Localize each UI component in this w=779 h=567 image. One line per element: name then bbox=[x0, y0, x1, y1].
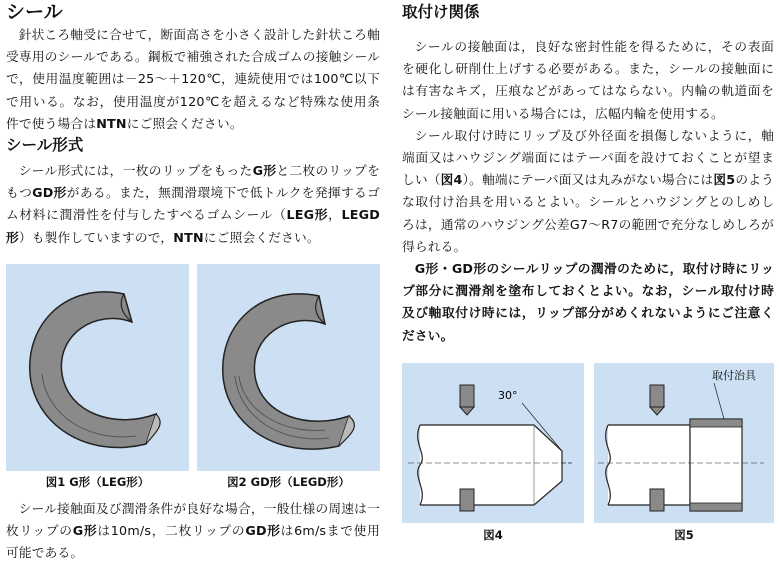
figure-4-taper bbox=[402, 363, 584, 542]
figure-5-caption: 図5 bbox=[674, 528, 694, 542]
figure-2-gd-seal bbox=[197, 264, 380, 489]
left-bottom-text bbox=[6, 498, 380, 565]
mounting-paragraph-2: シール取付け時にリップ及び外径面を損傷しないように，軸端面又はハウジング端面にはテーパ面を設けておくことが望ましい（図4）。軸端にテーパ面又は丸みがない場合には図5のような取付け治具を用いるとよい。シールとハウジングとのしめしろは，通常のハウジング公差G7～R7の範囲で充分なしめしろが得られる。 bbox=[402, 127, 774, 254]
taper-shaft-diagram bbox=[402, 363, 584, 523]
jig-label: 取付治具 bbox=[712, 369, 756, 382]
g-seal-illustration bbox=[6, 264, 189, 471]
figure-1-caption: 図1 G形（LEG形） bbox=[45, 475, 150, 489]
figure-1-g-seal bbox=[6, 264, 189, 489]
taper-angle-label: 30° bbox=[498, 389, 518, 402]
right-figure-row bbox=[402, 363, 774, 542]
figure-5-jig bbox=[594, 363, 774, 542]
mounting-jig-diagram bbox=[594, 363, 774, 523]
mounting-paragraph-1: シールの接触面は，良好な密封性能を得るために，その表面を硬化し研削仕上げする必要がある。また，シールの接触面には有害なキズ，圧痕などがあってはならない。内輪の軌道面をシール接触面に用いる場合には，広幅内輪を使用する。 bbox=[402, 39, 774, 121]
seal-types-paragraph: シール形式には，一枚のリップをもったG形と二枚のリップをもつGD形がある。また，無潤滑環境下で低トルクを発揮するゴム材料に潤滑性を付与したすべるゴムシール（LEG形，LEGD形）も製作していますので，NTNにご照会ください。 bbox=[6, 163, 381, 245]
mounting-paragraph-3: G形・GD形のシールリップの潤滑のために，取付け時にリップ部分に潤滑剤を塗布しておくとよい。なお，シール取付け時及び軸取付け時には，リップ部分がめくれないようにご注意ください。 bbox=[402, 261, 774, 343]
section-title-seal-types: シール形式 bbox=[6, 136, 84, 155]
left-figure-row bbox=[6, 264, 380, 489]
left-column bbox=[6, 0, 380, 249]
gd-seal-illustration bbox=[197, 264, 380, 471]
seal-intro-paragraph: 針状ころ軸受に合せて，断面高さを小さく設計した針状ころ軸受専用のシールである。鋼板で補強された合成ゴムの接触シールで，使用温度範囲は－25～＋120℃，連続使用では100℃以下で用いる。なお，使用温度が120℃を超えるなど特殊な使用条件で使う場合はNTNにご照会ください。 bbox=[6, 27, 380, 131]
peripheral-speed-paragraph: シール接触面及び潤滑条件が良好な場合，一般仕様の周速は一枚リップのG形は10m/s，二枚リップのGD形は6m/sまで使用可能である。 bbox=[6, 501, 381, 561]
section-title-seal: シール bbox=[6, 1, 63, 23]
right-column bbox=[402, 0, 774, 347]
figure-2-caption: 図2 GD形（LEGD形） bbox=[227, 475, 350, 489]
figure-4-caption: 図4 bbox=[483, 528, 503, 542]
section-title-mounting: 取付け関係 bbox=[402, 3, 480, 21]
